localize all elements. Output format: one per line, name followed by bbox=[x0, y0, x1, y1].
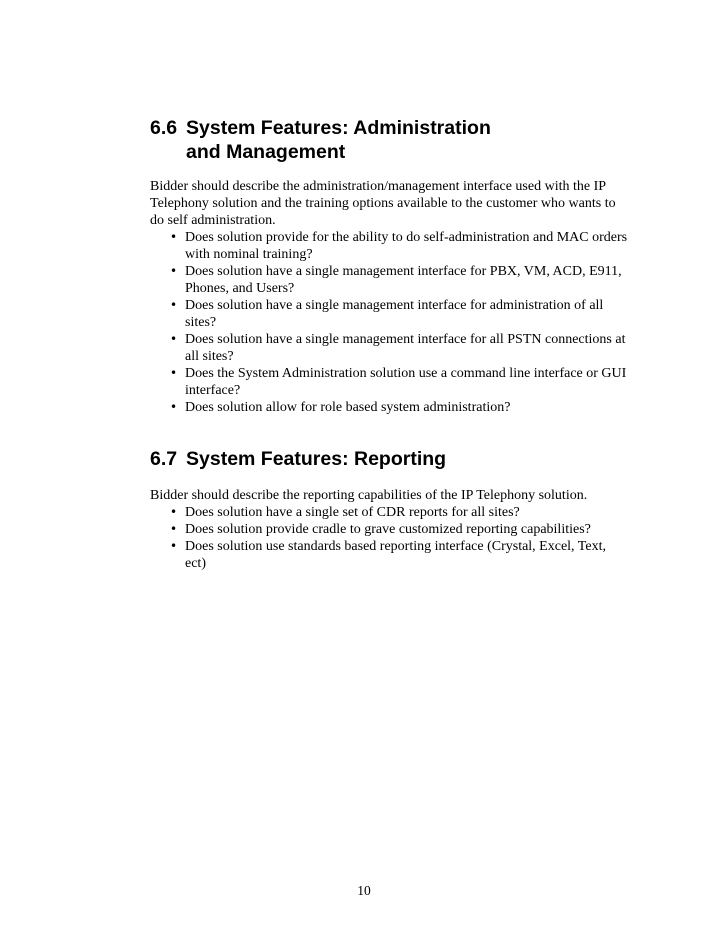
section-administration bbox=[150, 116, 630, 416]
list-item bbox=[150, 331, 630, 365]
bullet-icon: • bbox=[170, 400, 178, 414]
list-item-text: Does solution provide for the ability to do self-administration and MAC orders with nominal training? bbox=[185, 230, 628, 262]
list-item bbox=[150, 399, 630, 416]
section-reporting bbox=[150, 447, 630, 572]
list-item bbox=[150, 504, 630, 521]
list-item-text: Does solution have a single set of CDR reports for all sites? bbox=[185, 505, 520, 520]
section-title: System Features: Administration and Management bbox=[186, 117, 491, 163]
list-item bbox=[150, 229, 630, 263]
bullet-icon: • bbox=[170, 332, 178, 346]
section-intro: Bidder should describe the reporting capabilities of the IP Telephony solution. bbox=[150, 488, 588, 503]
section-intro: Bidder should describe the administration/management interface used with the IP Telephony solution and the training options available to the customer who wants to do self administration. bbox=[150, 179, 616, 228]
page-number: 10 bbox=[357, 883, 371, 898]
bullet-icon: • bbox=[170, 366, 178, 380]
bullet-icon: • bbox=[170, 298, 178, 312]
list-item-text: Does the System Administration solution use a command line interface or GUI interface? bbox=[185, 366, 627, 398]
bullet-icon: • bbox=[170, 505, 178, 519]
list-item bbox=[150, 521, 630, 538]
list-item bbox=[150, 297, 630, 331]
list-item bbox=[150, 263, 630, 297]
list-item bbox=[150, 538, 630, 572]
section-title: System Features: Reporting bbox=[186, 448, 447, 470]
list-item-text: Does solution provide cradle to grave customized reporting capabilities? bbox=[185, 522, 591, 537]
list-item-text: Does solution have a single management interface for administration of all sites? bbox=[185, 298, 604, 330]
list-item-text: Does solution allow for role based system administration? bbox=[185, 400, 511, 415]
list-item-text: Does solution have a single management interface for all PSTN connections at all sites? bbox=[185, 332, 626, 364]
bullet-icon: • bbox=[170, 264, 178, 278]
section-number: 6.7 bbox=[150, 448, 178, 470]
list-item bbox=[150, 365, 630, 399]
bullet-icon: • bbox=[170, 230, 178, 244]
bullet-list bbox=[150, 504, 630, 572]
list-item-text: Does solution use standards based reporting interface (Crystal, Excel, Text, ect) bbox=[185, 539, 606, 571]
bullet-icon: • bbox=[170, 539, 178, 553]
list-item-text: Does solution have a single management interface for PBX, VM, ACD, E911, Phones, and Users? bbox=[185, 264, 622, 296]
bullet-icon: • bbox=[170, 522, 178, 536]
section-heading bbox=[150, 116, 630, 164]
section-number: 6.6 bbox=[150, 117, 178, 139]
section-heading bbox=[150, 447, 630, 471]
bullet-list bbox=[150, 229, 630, 416]
